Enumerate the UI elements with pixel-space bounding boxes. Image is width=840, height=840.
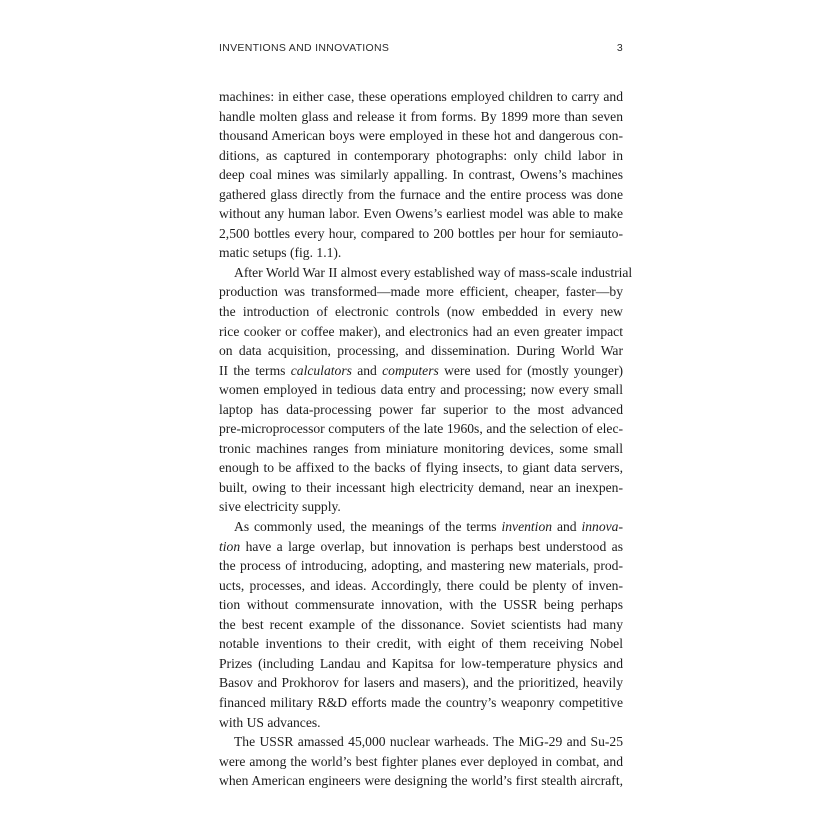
text-line: handle molten glass and release it from forms. By 1899 more than seven <box>219 108 623 124</box>
text-line: rice cooker or coffee maker), and electronics had an even greater impact <box>219 323 623 339</box>
text-line-mixed <box>219 517 623 537</box>
italic-term: innova- <box>581 519 624 535</box>
text-line: notable inventions to their credit, with eight of them receiving Nobel <box>219 636 623 652</box>
text-line: the best recent example of the dissonance. Soviet scientists had many <box>219 616 623 632</box>
text-line: sive electricity supply. <box>219 499 341 515</box>
text-line: laptop has data-processing power far superior to the most advanced <box>219 401 623 417</box>
text-line: tion without commensurate innovation, with the USSR being perhaps <box>219 597 623 613</box>
text-line: were among the world’s best fighter planes ever deployed in combat, and <box>219 753 623 769</box>
text-line: pre-microprocessor computers of the late 1960s, and the selection of elec- <box>219 421 623 437</box>
text-line: built, owing to their incessant high electricity demand, near an inexpen- <box>219 479 623 495</box>
text-run: II the terms <box>219 362 286 378</box>
text-run: As commonly used, the meanings of the terms <box>234 519 497 535</box>
text-line: with US advances. <box>219 714 321 730</box>
italic-term: tion <box>219 538 241 554</box>
text-line: enough to be affixed to the backs of flying insects, to giant data servers, <box>219 460 623 476</box>
text-run: have a large overlap, but innovation is perhaps best understood as <box>245 538 623 554</box>
text-line: matic setups (fig. 1.1). <box>219 245 342 261</box>
text-line: After World War II almost every established way of mass-scale industrial <box>234 264 633 280</box>
paragraph-3 <box>219 517 623 732</box>
text-line: The USSR amassed 45,000 nuclear warheads. The MiG-29 and Su-25 <box>234 734 623 750</box>
text-line: the introduction of electronic controls (now embedded in every new <box>219 304 623 320</box>
text-line-mixed <box>219 361 623 381</box>
running-head <box>219 42 623 58</box>
paragraph-2 <box>219 263 633 517</box>
body-text <box>219 87 633 791</box>
text-line: on data acquisition, processing, and dissemination. During World War <box>219 343 623 359</box>
text-line: machines: in either case, these operations employed children to carry and <box>219 89 623 104</box>
italic-term: computers <box>382 362 439 378</box>
text-run: were used for (mostly younger) <box>444 362 624 378</box>
italic-term: calculators <box>290 362 352 378</box>
text-line: production was transformed—made more efficient, cheaper, faster—by <box>219 284 623 300</box>
text-line: thousand American boys were employed in these hot and dangerous con- <box>219 128 623 144</box>
text-line: women employed in tedious data entry and processing; now every small <box>219 382 623 398</box>
text-line: ditions, as captured in contemporary photographs: only child labor in <box>219 147 623 163</box>
text-line: tronic machines ranges from miniature monitoring devices, some small <box>219 440 623 456</box>
text-line: Prizes (including Landau and Kapitsa for low-temperature physics and <box>219 655 623 671</box>
text-run: and <box>357 362 377 378</box>
text-line: Basov and Prokhorov for lasers and masers), and the prioritized, heavily <box>219 675 623 691</box>
text-line: ucts, processes, and ideas. Accordingly, there could be plenty of inven- <box>219 577 623 593</box>
text-line: the process of introducing, adopting, and mastering new materials, prod- <box>219 558 623 574</box>
text-line: deep coal mines was similarly appalling. In contrast, Owens’s machines <box>219 167 623 183</box>
running-title: INVENTIONS AND INNOVATIONS <box>219 42 390 54</box>
text-line: gathered glass directly from the furnace and the entire process was done <box>219 186 623 202</box>
text-line: when American engineers were designing the world’s first stealth aircraft, <box>219 773 623 789</box>
text-line: without any human labor. Even Owens’s earliest model was able to make <box>219 206 623 222</box>
text-run: and <box>556 519 577 535</box>
page-number: 3 <box>616 42 623 54</box>
text-line: 2,500 bottles every hour, compared to 200 bottles per hour for semiauto- <box>219 225 623 241</box>
italic-term: invention <box>501 519 553 535</box>
paragraph-4 <box>219 732 623 791</box>
text-line-mixed <box>219 537 623 557</box>
paragraph-1 <box>219 87 623 263</box>
text-line: financed military R&D efforts made the country’s weaponry competitive <box>219 694 623 710</box>
